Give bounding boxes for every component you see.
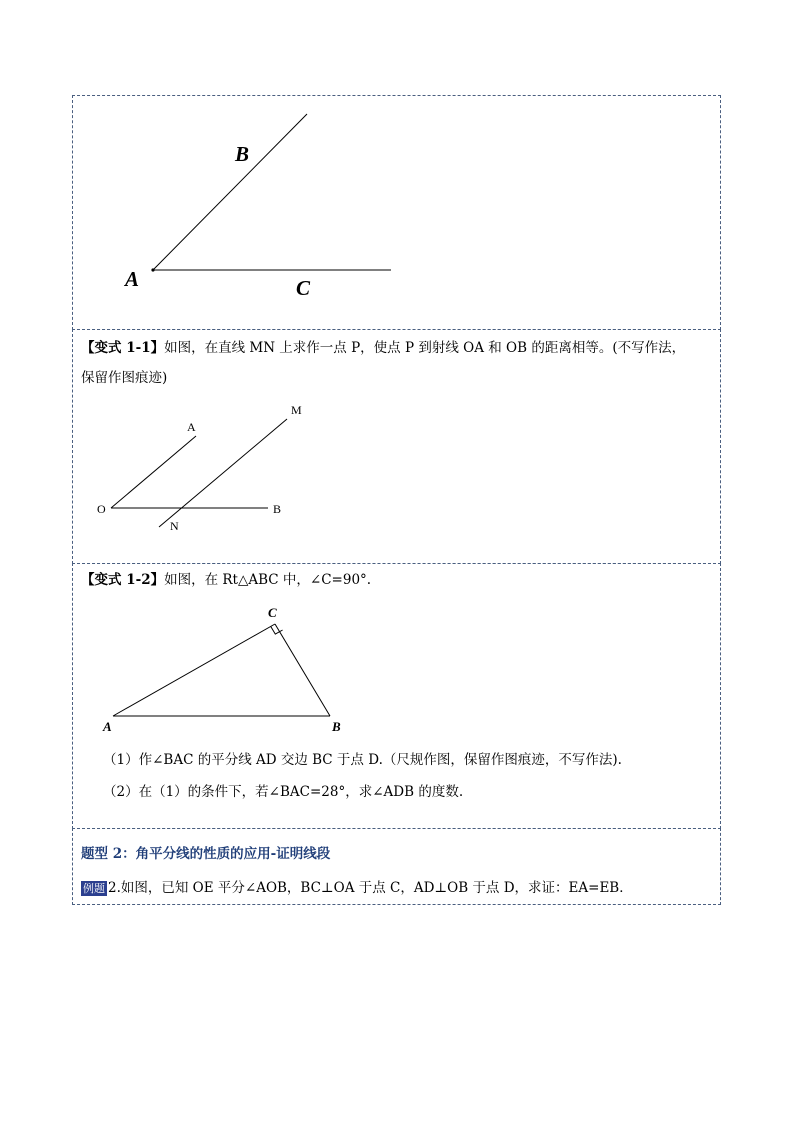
vertex-dot — [151, 268, 154, 271]
ray-oa — [111, 436, 196, 508]
variant-1-2-box — [72, 563, 721, 829]
example-text: 2.如图，已知 OE 平分∠AOB，BC⊥OA 于点 C，AD⊥OB 于点 D，求证：EA=EB． — [108, 880, 633, 896]
angle-figure — [73, 96, 720, 329]
label-m: M — [291, 403, 302, 417]
question-1: （1）作∠BAC 的平分线 AD 交边 BC 于点 D.（尺规作图，保留作图痕迹，不写作法). — [103, 752, 622, 768]
label-b: B — [235, 142, 250, 166]
example-2 — [81, 878, 633, 899]
variant-1-2-intro: 【变式 1-2】如图，在 Rt△ABC 中，∠C=90°. — [81, 572, 372, 588]
label-b: B — [332, 719, 341, 734]
label-c: C — [268, 605, 277, 620]
label-a: A — [103, 719, 112, 734]
label-b: B — [273, 502, 282, 516]
line-mn — [159, 419, 287, 527]
label-a: A — [125, 267, 140, 291]
side-ac — [113, 624, 275, 716]
side-cb — [275, 624, 330, 716]
example-tag: 例题 — [83, 882, 105, 895]
question-2: （2）在（1）的条件下，若∠BAC=28°，求∠ADB 的度数. — [103, 784, 464, 800]
variant-1-1-figure — [73, 330, 720, 563]
topic-2-box — [72, 828, 721, 905]
variant-1-1-line1: 【变式 1-1】如图，在直线 MN 上求作一点 P，使点 P 到射线 OA 和 OB 的距离相等。(不写作法， — [81, 340, 686, 356]
label-o: O — [97, 502, 106, 516]
variant-1-1-line2: 保留作图痕迹) — [81, 370, 168, 386]
figure-box-1 — [72, 95, 721, 330]
ray-ab — [153, 114, 307, 270]
variant-1-2-tag: 【变式 1-2】 — [81, 572, 165, 588]
variant-1-1-tag: 【变式 1-1】 — [81, 340, 165, 356]
variant-1-1-box — [72, 329, 721, 564]
topic-2-heading: 题型 2：角平分线的性质的应用-证明线段 — [81, 846, 331, 862]
label-n: N — [170, 519, 179, 533]
label-a: A — [187, 420, 196, 434]
label-c: C — [296, 276, 311, 300]
